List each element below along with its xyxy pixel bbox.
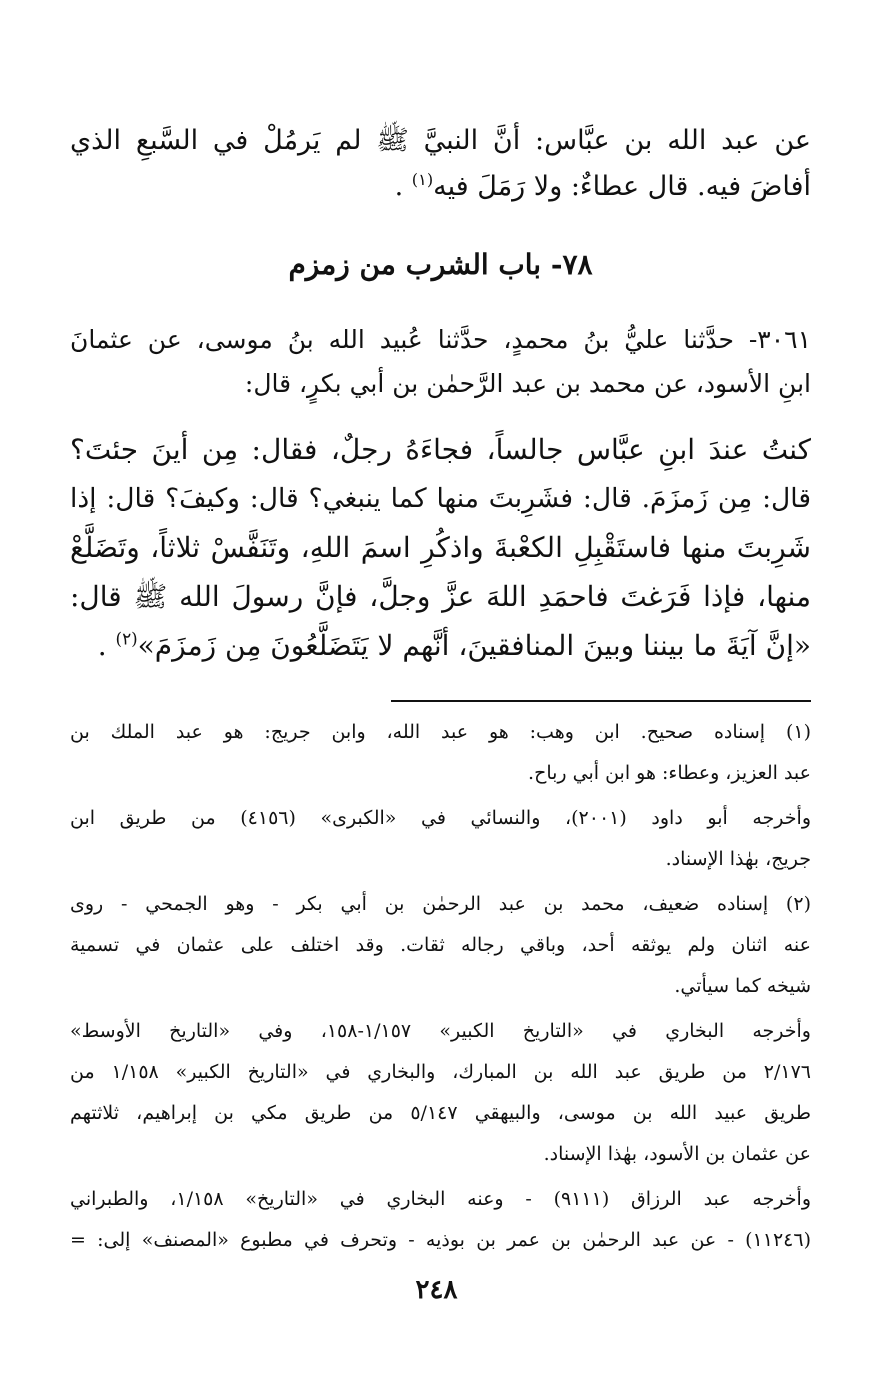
sentence-end: . [394, 171, 404, 202]
text-line: كنتُ عندَ ابنِ عبَّاس جالساً، فجاءَهُ رجلٌ، فقال: مِن أينَ جئتَ؟ [70, 433, 811, 466]
text-line: ٣٠٦١- حدَّثنا عليُّ بنُ محمدٍ، حدَّثنا عُبيد الله بنُ موسى، عن عثمانَ [70, 325, 811, 354]
footnote-paragraph [70, 1011, 811, 1175]
footnote-line: ٢/١٧٦ من طريق عبد الله بن المبارك، والبخاري في «التاريخ الكبير» ١/١٥٨ من [70, 1061, 811, 1083]
text-line: عن عبد الله بن عبَّاس: أنَّ النبيَّ ﷺ لم يَرمُلْ في السَّبعِ الذي [70, 125, 811, 156]
page-number: ٢٤٨ [415, 1275, 458, 1305]
sentence-end: . [97, 629, 107, 662]
footnote-line: (٢) إسناده ضعيف، محمد بن عبد الرحمٰن بن أبي بكر - وهو الجمحي - روى [70, 893, 811, 915]
hadith-matn-paragraph [70, 425, 811, 670]
footnote-line: (١) إسناده صحيح. ابن وهب: هو عبد الله، وابن جريج: هو عبد الملك بن [70, 721, 811, 743]
isnad-paragraph [70, 318, 811, 406]
footnote-ref-1: (١) [411, 170, 434, 189]
footnote-line: عبد العزيز، وعطاء: هو ابن أبي رباح. [528, 762, 811, 784]
footnote-line: (١١٢٤٦) - عن عبد الرحمٰن بن عمر بن بوذيه - وتحرف في مطبوع «المصنف» إلى: = [70, 1229, 811, 1251]
footnote-paragraph [70, 1179, 811, 1261]
footnote-line: وأخرجه البخاري في «التاريخ الكبير» ١/١٥٧-١٥٨، وفي «التاريخ الأوسط» [70, 1020, 811, 1042]
text-line [70, 621, 811, 670]
footnote-paragraph [70, 884, 811, 1007]
footnote-line: طريق عبيد الله بن موسى، والبيهقي ٥/١٤٧ من طريق مكي بن إبراهيم، ثلاثتهم [70, 1102, 811, 1124]
footnote-line: عن عثمان بن الأسود، بهٰذا الإسناد. [543, 1143, 811, 1165]
text-line: قال: مِن زَمزَمَ. قال: فشَرِبتَ منها كما ينبغي؟ قال: وكيفَ؟ قال: إذا [70, 483, 811, 514]
footnote-line: شيخه كما سيأتي. [674, 975, 811, 997]
chapter-heading: ٧٨- باب الشرب من زمزم [288, 248, 593, 281]
footnote-separator [391, 700, 811, 702]
text-segment: «إنَّ آيَةَ ما بيننا وبينَ المنافقينَ، أنَّهم لا يَتَضَلَّعُونَ مِن زَمزَمَ» [137, 629, 811, 662]
hadith-ending-paragraph [70, 118, 811, 210]
footnote-paragraph [70, 712, 811, 794]
text-line: ابنِ الأسود، عن محمد بن عبد الرَّحمٰن بن أبي بكرٍ، قال: [244, 369, 811, 398]
footnote-paragraph [70, 798, 811, 880]
text-line: شَرِبتَ منها فاستَقْبِلِ الكعْبةَ واذكُرِ اسمَ اللهِ، وتَنَفَّسْ ثلاثاً، وتَضَلَّعْ [70, 531, 811, 564]
footnotes [70, 712, 811, 1265]
footnote-line: وأخرجه أبو داود (٢٠٠١)، والنسائي في «الكبرى» (٤١٥٦) من طريق ابن [70, 807, 811, 829]
footnote-line: وأخرجه عبد الرزاق (٩١١١) - وعنه البخاري في «التاريخ» ١/١٥٨، والطبراني [70, 1188, 812, 1210]
text-line [70, 164, 811, 210]
text-segment: أفاضَ فيه. قال عطاءٌ: ولا رَمَلَ فيه [433, 171, 811, 202]
footnote-line: عنه اثنان ولم يوثقه أحد، وباقي رجاله ثقات. وقد اختلف على عثمان في تسمية [70, 934, 811, 956]
text-line: منها، فإذا فَرَغتَ فاحمَدِ اللهَ عزَّ وجلَّ، فإنَّ رسولَ الله ﷺ قال: [70, 580, 811, 613]
footnote-line: جريج، بهٰذا الإسناد. [665, 848, 811, 870]
footnote-ref-2: (٢) [115, 628, 138, 649]
